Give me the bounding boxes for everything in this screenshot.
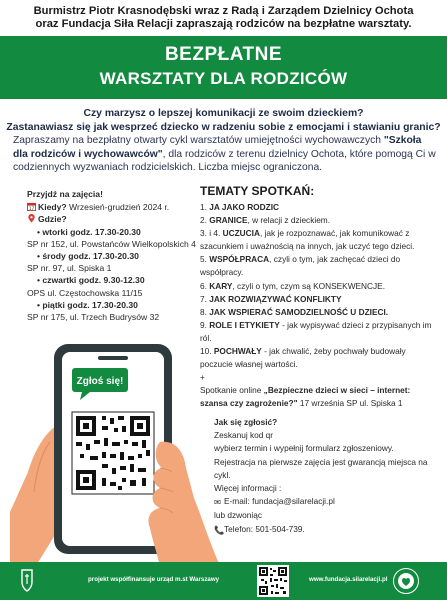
- registration-form: wybierz termin i wypełnij formularz zgłoszeniowy.: [214, 443, 394, 454]
- footer-qr-code: [257, 565, 289, 597]
- foundation-website[interactable]: www.fundacja.silarelacji.pl: [309, 576, 388, 583]
- topic-2-title: GRANICE: [209, 215, 248, 226]
- slot-tuesday: • wtorki godz. 17.30-20.30: [37, 226, 141, 237]
- topic-2-desc: , w relacji z dzieckiem.: [247, 215, 331, 226]
- cofinancing-note: projekt współfinansuje urząd m.st Warszawy: [88, 576, 220, 583]
- slot-wednesday-place: SP nr. 97, ul. Spiska 1: [27, 263, 112, 274]
- question-emotions: Zastanawiasz się jak wesprzeć dziecko w radzeniu sobie z emocjami i stawianiu granic?: [6, 122, 441, 133]
- intro-paragraph: [13, 134, 437, 175]
- qr-code: [72, 412, 154, 494]
- topic-5-desc: , czyli o tym, jak zachęcać dzieci do współpracy.: [200, 254, 401, 278]
- footer-bar: [0, 562, 447, 600]
- topic-5: [200, 253, 432, 279]
- when-value: Wrzesień-grudzień 2024 r.: [66, 202, 170, 213]
- topic-5-title: WSPÓŁPRACA: [209, 254, 270, 265]
- topic-6-desc: , czyli o tym, czym są KONSEKWENCJE.: [232, 280, 386, 291]
- topics-title: TEMATY SPOTKAŃ:: [200, 184, 315, 198]
- when-label: Kiedy?: [38, 202, 67, 213]
- slot-friday-place: SP nr 175, ul. Trzech Budrysów 32: [27, 312, 160, 323]
- topic-9-title: ROLE I ETYKIETY: [209, 319, 280, 330]
- slot-thursday-place: OPS ul. Częstochowska 11/15: [27, 287, 143, 298]
- online-session-date: 17 września SP ul. Spiska 1: [297, 398, 403, 409]
- topic-5-num: 5.: [200, 254, 207, 265]
- topic-10-desc: - jak chwalić, żeby pochwały budowały poczucie własnej wartości.: [200, 346, 406, 370]
- or-call-label: lub dzwoniąc: [214, 510, 262, 521]
- topic-1: [200, 201, 432, 214]
- topic-3-num: 3. i 4.: [200, 228, 221, 239]
- online-session-pre: Spotkanie online: [200, 385, 264, 396]
- topic-1-title: JA JAKO RODZIC: [209, 202, 279, 212]
- phone-number[interactable]: Telefon: 501-504-739.: [224, 523, 305, 534]
- banner-title-free: BEZPŁATNE: [164, 44, 283, 65]
- topic-8: [200, 306, 432, 319]
- topic-3-title: UCZUCIA: [222, 228, 260, 239]
- phone-row[interactable]: [214, 523, 439, 537]
- svg-text:17: 17: [28, 206, 35, 212]
- topic-6-num: 6.: [200, 280, 207, 291]
- slot-friday: • piątki godz. 17.30-20.30: [37, 299, 138, 310]
- intro-text-1: Zapraszamy na bezpłatny otwarty cykl warsztatów umiejętności wychowawczych: [13, 135, 384, 146]
- topic-10-num: 10.: [200, 346, 212, 357]
- online-session: [200, 384, 432, 410]
- topic-2: [200, 214, 432, 227]
- topic-7-title: JAK ROZWIĄZYWAĆ KONFLIKTY: [209, 293, 342, 304]
- topic-6-title: KARY: [209, 280, 233, 291]
- topic-7: [200, 293, 432, 306]
- topic-9-desc: - jak wypisywać dzieci z przypisanych im ról.: [200, 319, 432, 343]
- where-label: Gdzie?: [38, 214, 67, 225]
- schedule-section: [27, 188, 197, 323]
- envelope-icon: ✉: [214, 497, 221, 508]
- banner-title-workshops: WARSZTATY DLA RODZICÓW: [99, 69, 348, 88]
- topic-8-title: JAK WSPIERAĆ SAMODZIELNOŚĆ U DZIECI.: [209, 306, 389, 317]
- invitation-line-1: Burmistrz Piotr Krasnodębski wraz z Radą i Zarządem Dzielnicy Ochota: [33, 5, 414, 17]
- topic-3-desc: , jak je rozpoznawać, jak komunikować z szacunkiem i uważnością na innych, jak uczyć tego dzieci.: [200, 228, 415, 252]
- topic-2-num: 2.: [200, 215, 207, 226]
- slot-wednesday: • środy godz. 17.30-20.30: [37, 251, 139, 262]
- slot-wednesday-time: środy godz. 17.30-20.30: [42, 251, 139, 262]
- registration-heading: Jak się zgłosić?: [214, 417, 278, 427]
- foundation-logo: [392, 567, 420, 595]
- title-banner: [0, 36, 447, 99]
- location-pin-icon: [27, 214, 36, 223]
- more-info-label: Więcej informacji :: [214, 483, 282, 494]
- topic-3-4: [200, 227, 432, 253]
- intro-text-2: , dla rodziców z terenu dzielnicy Ochota, które pomogą Ci w codziennych wyzwaniach rodzicielskich. Liczba miejsc ograniczona.: [13, 148, 436, 173]
- topic-10-title: POCHWAŁY: [213, 346, 262, 357]
- slot-tuesday-time: wtorki godz. 17.30-20.30: [42, 226, 141, 237]
- intro-program-name: "Szkoła dla rodziców i wychowawców": [13, 135, 422, 160]
- right-hand: [148, 442, 220, 566]
- online-session-title: „Bezpieczne dzieci w sieci – internet: szansa czy zagrożenie?": [200, 385, 411, 409]
- warsaw-crest-logo: [20, 568, 42, 594]
- phone-in-hands-illustration: [10, 319, 220, 566]
- topic-6: [200, 280, 432, 293]
- speech-bubble-text: Zgłoś się!: [76, 376, 124, 387]
- registration-section: [214, 416, 439, 537]
- topic-1-num: 1.: [200, 202, 207, 212]
- schedule-heading: Przyjdź na zajęcia!: [27, 189, 103, 199]
- registration-scan: Zeskanuj kod qr: [214, 430, 274, 441]
- slot-tuesday-place: SP nr 152, ul. Powstańców Wielkopolskich 4: [27, 238, 196, 249]
- slot-friday-time: piątki godz. 17.30-20.30: [42, 299, 138, 310]
- topic-8-num: 8.: [200, 306, 207, 317]
- phone-icon: 📞: [214, 524, 225, 535]
- slot-thursday: • czwartki godz. 9.30-12.30: [37, 275, 145, 286]
- slot-thursday-time: czwartki godz. 9.30-12.30: [42, 275, 145, 286]
- registration-guarantee: Rejestracja na pierwsze zajęcia jest gwarancją miejsca na cykl.: [214, 456, 428, 480]
- topic-9: [200, 319, 432, 345]
- topics-section: [200, 184, 432, 411]
- calendar-icon: [27, 202, 36, 211]
- email-address[interactable]: E-mail: fundacja@silarelacji.pl: [224, 496, 335, 507]
- topic-10: [200, 345, 432, 371]
- topic-9-num: 9.: [200, 319, 207, 330]
- invitation-line-2: oraz Fundacja Siła Relacji zapraszają rodziców na bezpłatne warsztaty.: [35, 18, 412, 30]
- email-row[interactable]: [214, 495, 439, 509]
- topics-plus: +: [200, 372, 205, 383]
- topic-7-num: 7.: [200, 293, 207, 304]
- question-communication: Czy marzysz o lepszej komunikacji ze swoim dzieckiem?: [83, 108, 364, 119]
